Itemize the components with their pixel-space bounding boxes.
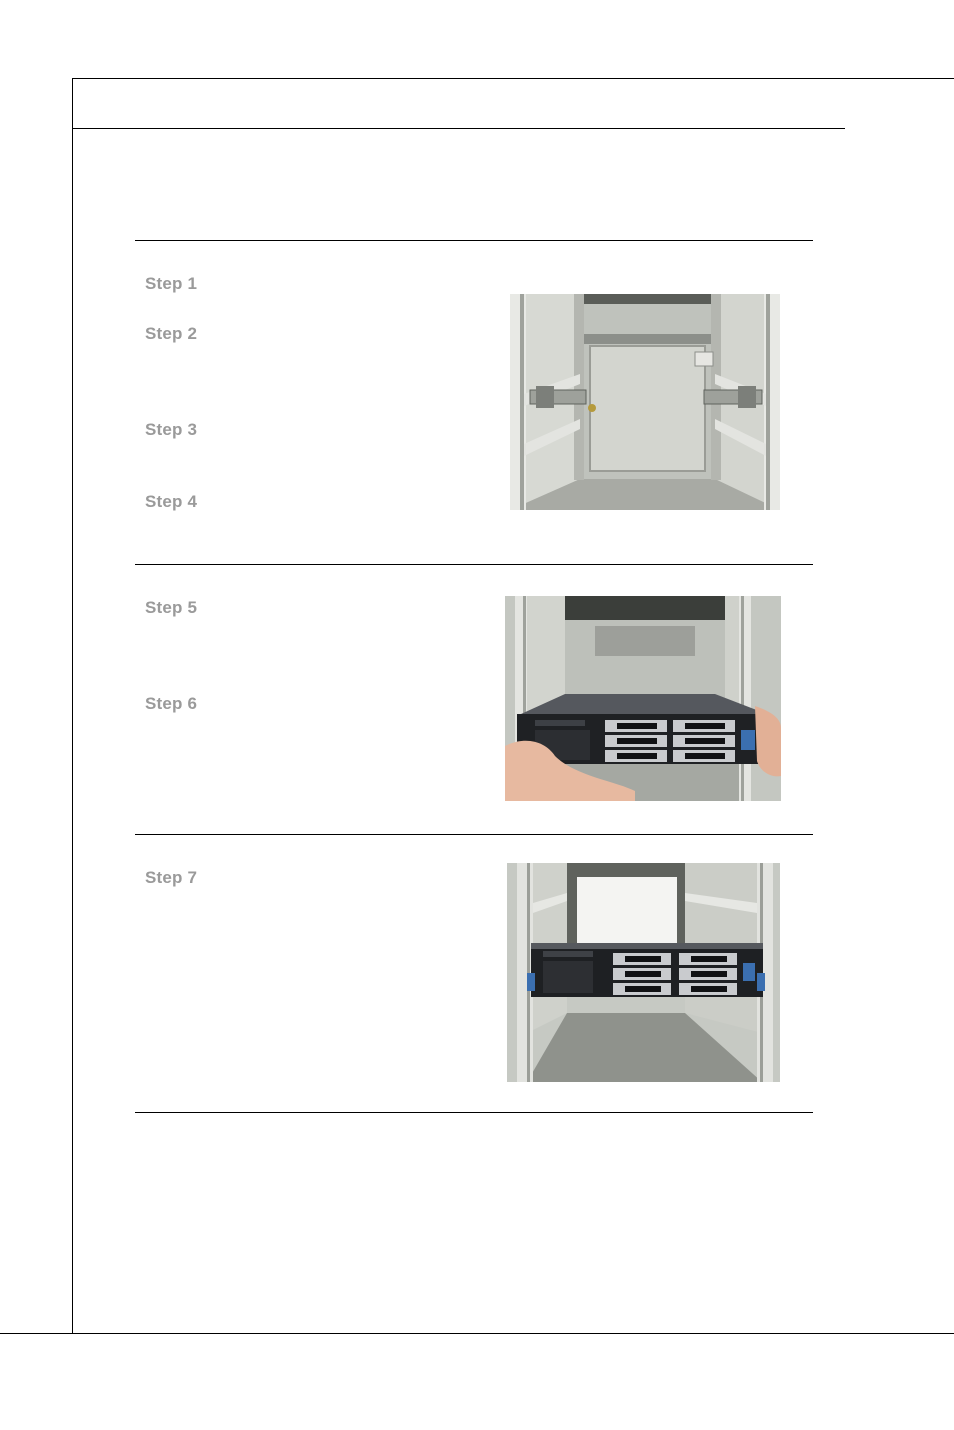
section-divider-2 <box>135 834 813 835</box>
server-mounted-photo <box>507 863 780 1082</box>
section-divider-bottom <box>135 1112 813 1113</box>
step-5-label: Step 5 <box>145 598 198 617</box>
section-divider-top <box>135 240 813 241</box>
footer-line <box>0 1333 954 1334</box>
left-margin-line <box>72 78 73 1334</box>
inserting-server-photo <box>505 596 781 801</box>
header-top-line <box>72 78 954 79</box>
step-1-label: Step 1 <box>145 274 198 293</box>
step-2-label: Step 2 <box>145 324 198 343</box>
section-divider-1 <box>135 564 813 565</box>
rack-with-rails-photo <box>510 294 780 510</box>
step-4-label: Step 4 <box>145 492 198 511</box>
header-bottom-line <box>72 128 845 129</box>
step-6-label: Step 6 <box>145 694 198 713</box>
step-3-label: Step 3 <box>145 420 198 439</box>
step-7-label: Step 7 <box>145 868 198 887</box>
